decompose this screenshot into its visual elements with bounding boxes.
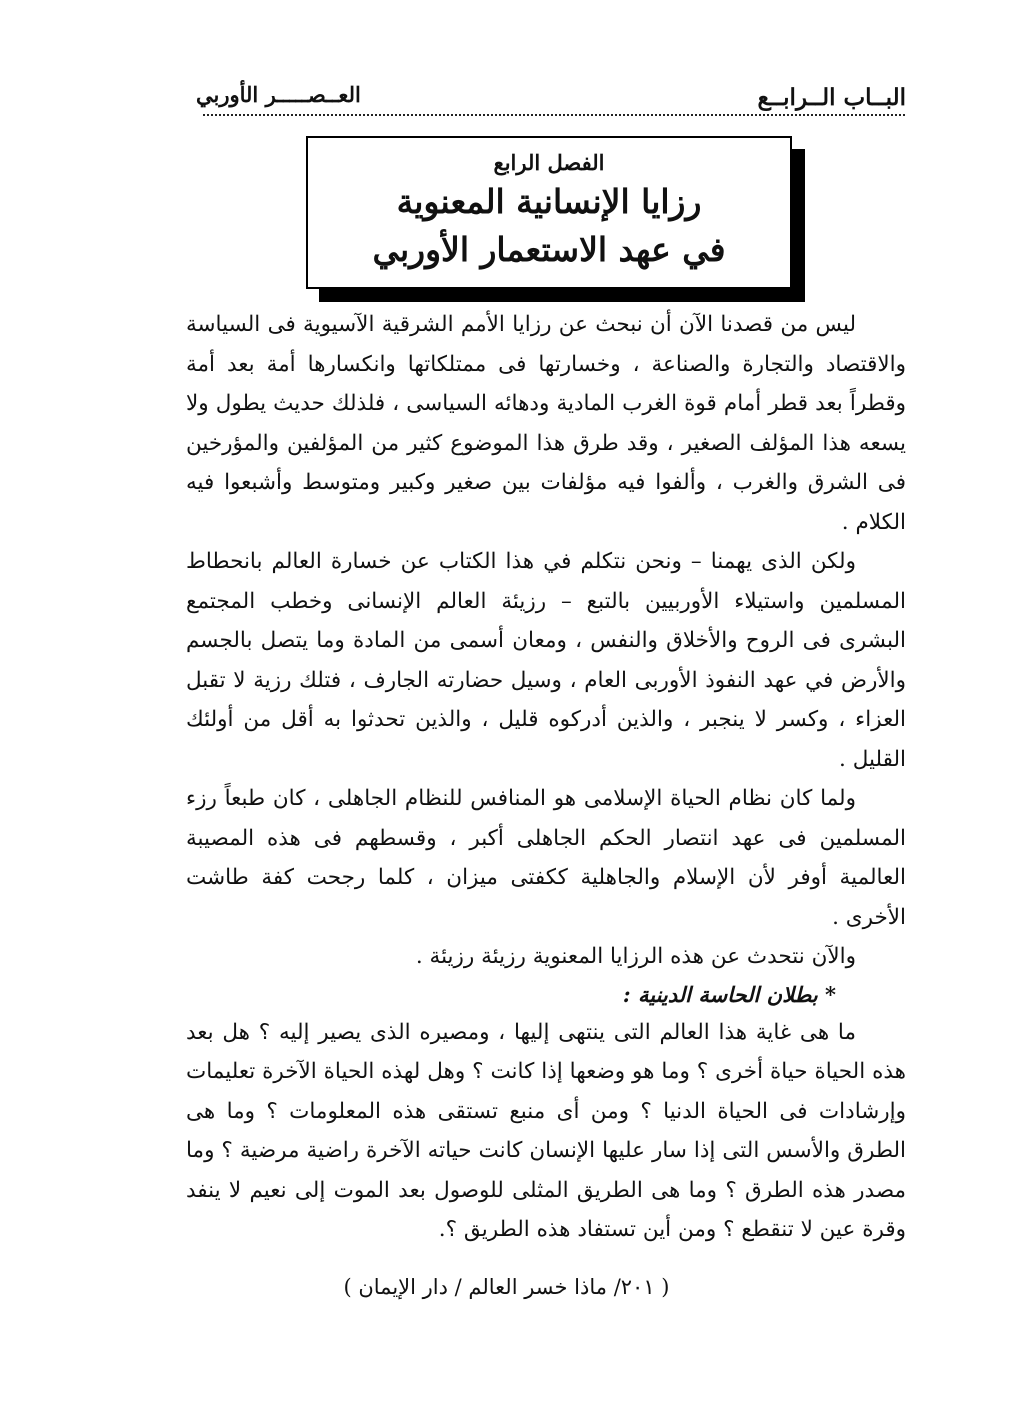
chapter-label: الفصل الرابع bbox=[493, 150, 605, 175]
page-footer: ( ٢٠١/ ماذا خسر العالم / دار الإيمان ) bbox=[343, 1275, 670, 1299]
paragraph-2: ولكن الذى يهمنا – ونحن نتكلم في هذا الكتاب عن خسارة العالم بانحطاط المسلمين واستيلاء الأوربيين بالتبع – رزيئة العالم الإنسانى وخطب المجتمع البشرى فى الروح والأخلاق والنفس ، ومعان أسمى من المادة وما يتصل بالجسم والأرض في عهد النفوذ الأوربى العام ، وسيل حضارته الجارف ، فتلك رزية لا تقبل العزاء ، وكسر لا ينجبر ، والذين أدركوه قليل ، والذين تحدثوا به أقل من أولئك القليل . bbox=[186, 549, 906, 772]
body-text bbox=[186, 305, 906, 1250]
chapter-title-line-2: في عهد الاستعمار الأوربي bbox=[372, 230, 726, 269]
paragraph-1: ليس من قصدنا الآن أن نبحث عن رزايا الأمم الشرقية الآسيوية فى السياسة والاقتصاد والتجارة والصناعة ، وخسارتها فى ممتلكاتها وانكسارها أمة بعد أمة وقطراً بعد قطر أمام قوة الغرب المادية ودهائه السياسى ، فلذلك حديث يطول ولا يسعه هذا المؤلف الصغير ، وقد طرق هذا الموضوع كثير من المؤلفين والمؤرخين فى الشرق والغرب ، وألفوا فيه مؤلفات بين صغير وكبير ومتوسط وأشبعوا فيه الكلام . bbox=[186, 312, 906, 535]
chapter-title-line-1: رزايا الإنسانية المعنوية bbox=[396, 182, 702, 221]
paragraph-5: ما هى غاية هذا العالم التى ينتهى إليها ، ومصيره الذى يصير إليه ؟ هل بعد هذه الحياة حياة أخرى ؟ وما هو وضعها إذا كانت ؟ وهل لهذه الحياة الآخرة تعليمات وإرشادات فى الحياة الدنيا ؟ ومن أى منبع تستقى هذه المعلومات ؟ وما هى الطرق والأسس التى إذا سار عليها الإنسان كانت حياته الآخرة راضية مرضية ؟ وما مصدر هذه الطرق ؟ وما هى الطريق المثلى للوصول بعد الموت إلى نعيم لا ينفد وقرة عين لا تنقطع ؟ ومن أين تستفاد هذه الطريق ؟. bbox=[186, 1019, 906, 1242]
paragraph-3: ولما كان نظام الحياة الإسلامى هو المنافس للنظام الجاهلى ، كان طبعاً رزء المسلمين فى عهد انتصار الحكم الجاهلى أكبر ، وقسطهم فى هذه المصيبة العالمية أوفر لأن الإسلام والجاهلية ككفتى ميزان ، كلما رجحت كفة طاشت الأخرى . bbox=[186, 786, 906, 930]
header-divider bbox=[203, 114, 905, 116]
header-part-title: البــاب الــرابــع bbox=[757, 84, 906, 111]
chapter-title-box bbox=[306, 136, 792, 289]
running-header bbox=[188, 80, 906, 118]
header-section-title: العــصـــــر الأوربي bbox=[196, 82, 361, 107]
paragraph-4: والآن نتحدث عن هذه الرزايا المعنوية رزيئة رزيئة . bbox=[415, 944, 856, 969]
section-subheading: * بطلان الحاسة الدينية : bbox=[622, 981, 836, 1007]
